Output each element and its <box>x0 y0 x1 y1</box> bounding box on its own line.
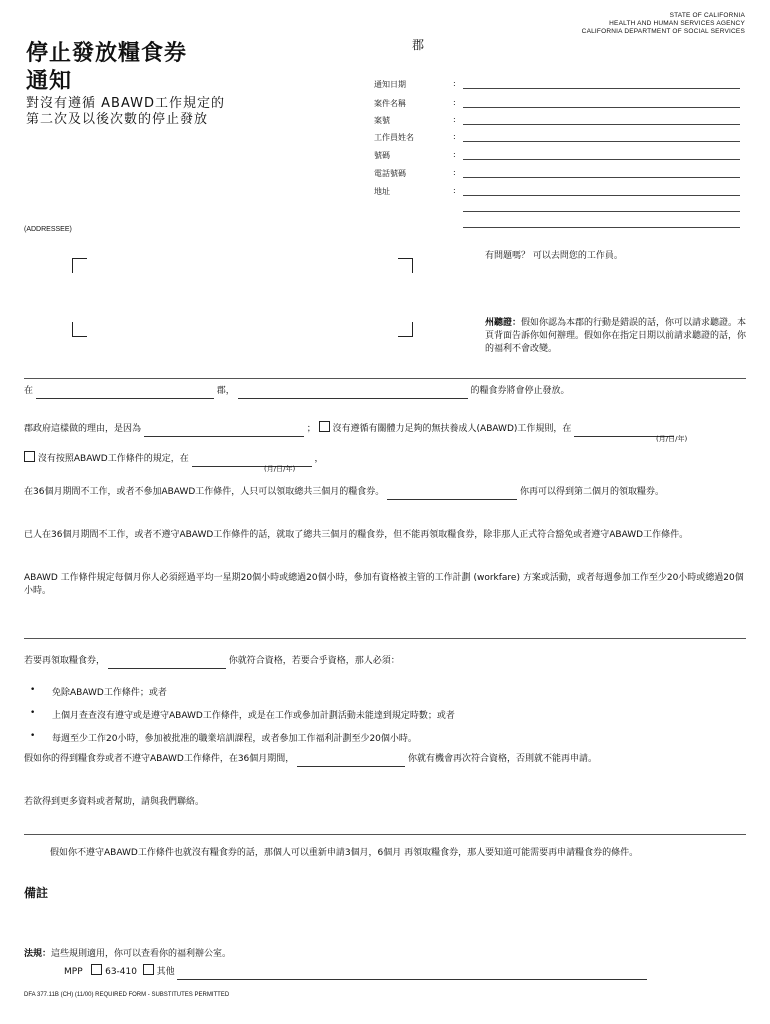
mpp-code: 63-410 <box>105 967 137 977</box>
regain-prefix: 若要再領取糧食券， <box>24 656 106 666</box>
closing-paragraph-1 <box>24 753 744 767</box>
stop-date-field[interactable] <box>36 385 214 399</box>
bullet-icon: • <box>30 708 36 718</box>
date-hint: (月/日/年) <box>656 435 688 443</box>
reason-checkbox-2[interactable] <box>24 451 35 462</box>
regain-statement <box>24 655 744 669</box>
agency-state: STATE OF CALIFORNIA <box>669 12 745 19</box>
regain-bullet-1: 免除ABAWD工作條件；或者 <box>52 688 167 698</box>
address-field-line3[interactable] <box>463 227 740 228</box>
field-phone-label: 電話號碼 <box>374 169 406 178</box>
stop-statement <box>24 385 744 399</box>
field-case-name-label: 案件名稱 <box>374 99 406 108</box>
field-case-number-label: 案號 <box>374 116 390 125</box>
address-window-corner-br <box>398 322 413 337</box>
stop-prefix: 在 <box>24 386 34 396</box>
law-label: 法規： <box>24 949 52 959</box>
reason-checkbox-1[interactable] <box>319 421 330 432</box>
address-window-corner-tr <box>398 258 413 273</box>
form-title: 停止發放糧食券 <box>26 41 188 66</box>
date-hint: (月/日/年) <box>264 465 296 473</box>
case-name-field[interactable] <box>463 107 740 108</box>
closing-date-field[interactable] <box>297 753 405 767</box>
worker-name-field[interactable] <box>463 141 740 142</box>
hearing-label: 州聽證： <box>485 318 522 328</box>
address-field-line2[interactable] <box>463 211 740 212</box>
field-number-label: 號碼 <box>374 151 390 160</box>
agency-cdss: CALIFORNIA DEPARTMENT OF SOCIAL SERVICES <box>581 28 745 35</box>
reason-checkbox2-text: 沒有按照ABAWD工作條件的規定，在 <box>37 454 189 464</box>
stop-name-field[interactable] <box>238 385 468 399</box>
mpp-label: MPP <box>64 967 83 977</box>
field-worker-name-label: 工作員姓名 <box>374 133 414 142</box>
notes-area[interactable] <box>52 905 742 939</box>
case-number-field[interactable] <box>463 124 740 125</box>
address-field-line1[interactable] <box>463 195 740 196</box>
reason-prefix: 郡政府這樣做的理由，是因為 <box>24 424 142 434</box>
stop-mid: 郡， <box>216 386 235 396</box>
divider <box>24 378 746 379</box>
paragraph-2: 已人在36個月期間不工作，或者不遵守ABAWD工作條件的話，就取了總共三個月的糧食券，但不能再領取糧食券，除非那人正式符合豁免或者遵守ABAWD工作條件。 <box>24 530 689 540</box>
address-window-corner-bl <box>72 322 87 337</box>
address-window-corner-tl <box>72 258 87 273</box>
questions-note: 有問題嗎？ 可以去問您的工作員。 <box>485 251 623 261</box>
field-colon: : <box>453 186 456 195</box>
bullet-icon: • <box>30 685 36 695</box>
form-title-line2: 通知 <box>26 69 73 94</box>
closing-p1b: 你就有機會再次符合資格，否則就不能再申請。 <box>408 754 598 764</box>
notes-title: 備註 <box>24 886 49 900</box>
regain-bullet-2: 上個月查查沒有遵守或是遵守ABAWD工作條件，或是在工作或參加計劃活動未能達到規定時數；或者 <box>52 711 455 721</box>
form-subtitle <box>26 96 225 128</box>
boxed-note <box>24 834 746 879</box>
p1-text-b: 你再可以得到第二個月的領取糧券。 <box>520 487 665 497</box>
phone-field[interactable] <box>463 177 740 178</box>
reason-option-2: 沒有按照ABAWD工作條件的規定，在 ， <box>24 451 744 467</box>
paragraph-1 <box>24 486 744 500</box>
field-colon: : <box>453 168 456 177</box>
closing-paragraph-2: 若欲得到更多資料或者幫助，請與我們聯絡。 <box>24 797 205 807</box>
reason-mid: ； <box>306 424 316 434</box>
boxed-note-text: 假如你不遵守ABAWD工作條件也就沒有糧食券的話，那個人可以重新申請3個月，6個月 再領取糧食券，那人要知道可能需要再申請糧食券的條件。 <box>50 848 639 858</box>
bullet-icon: • <box>30 731 36 741</box>
mpp-checkbox[interactable] <box>91 964 102 975</box>
law-references <box>64 964 744 980</box>
reason-checkbox1-text: 沒有遵循有關體力足夠的無扶養成人(ABAWD)工作規則，在 <box>332 424 572 434</box>
subtitle-line1: 對沒有遵循 ABAWD工作規定的 <box>26 96 225 111</box>
field-colon: : <box>453 98 456 107</box>
reason-field[interactable] <box>144 423 304 437</box>
other-label: 其他 <box>156 967 175 977</box>
regain-suffix: 你就符合資格，若要合乎資格，那人必須： <box>228 656 400 666</box>
divider <box>24 638 746 639</box>
p1-field[interactable] <box>387 486 517 500</box>
regain-bullet-3: 每週至少工作20小時，參加被批准的職業培訓課程，或者參加工作福利計劃至少20個小時。 <box>52 734 417 744</box>
field-colon: : <box>453 150 456 159</box>
subtitle-line2: 第二次及以後次數的停止發放 <box>26 112 209 127</box>
law-text: 這些規則適用，你可以查看你的福利辦公室。 <box>51 949 232 959</box>
stop-suffix: 的糧食券將會停止發放。 <box>470 386 570 396</box>
p1-text: 在36個月期間不工作，或者不參加ABAWD工作條件，人只可以領取總共三個月的糧食券。 <box>24 487 385 497</box>
field-colon: : <box>453 132 456 141</box>
reason-statement <box>24 421 744 437</box>
county-label: 郡 <box>412 38 425 52</box>
addressee-label: (ADDRESSEE) <box>24 226 72 233</box>
hearing-text: 假如你認為本郡的行動是錯誤的話，你可以請求聽證。本頁背面告訴你如何辦理。假如你在指定日期以前請求聽證的話，你的福利不會改變。 <box>485 318 747 354</box>
form-footer: DFA 377.11B (CH) (11/00) REQUIRED FORM - SUBSTITUTES PERMITTED <box>24 992 230 998</box>
worker-number-field[interactable] <box>463 159 740 160</box>
law-line <box>24 948 744 961</box>
field-colon: : <box>453 115 456 124</box>
agency-header <box>582 12 745 36</box>
paragraph-3: ABAWD 工作條件規定每個月你人必須經過平均一星期20個小時或總過20個小時，參加有資格被主管的工作計劃 (workfare) 方案或活動，或者每週參加工作至少20小時或總過20個小時。 <box>24 573 744 596</box>
field-address-label: 地址 <box>374 187 390 196</box>
field-colon: : <box>453 79 456 88</box>
closing-p1: 假如你的得到糧食券或者不遵守ABAWD工作條件，在36個月期間， <box>24 754 295 764</box>
other-field[interactable] <box>177 966 647 980</box>
field-notice-date-label: 通知日期 <box>374 80 406 89</box>
other-checkbox[interactable] <box>143 964 154 975</box>
notice-date-field[interactable] <box>463 88 740 89</box>
regain-date-field[interactable] <box>108 655 226 669</box>
agency-hhs: HEALTH AND HUMAN SERVICES AGENCY <box>609 20 745 27</box>
hearing-note <box>485 317 747 356</box>
